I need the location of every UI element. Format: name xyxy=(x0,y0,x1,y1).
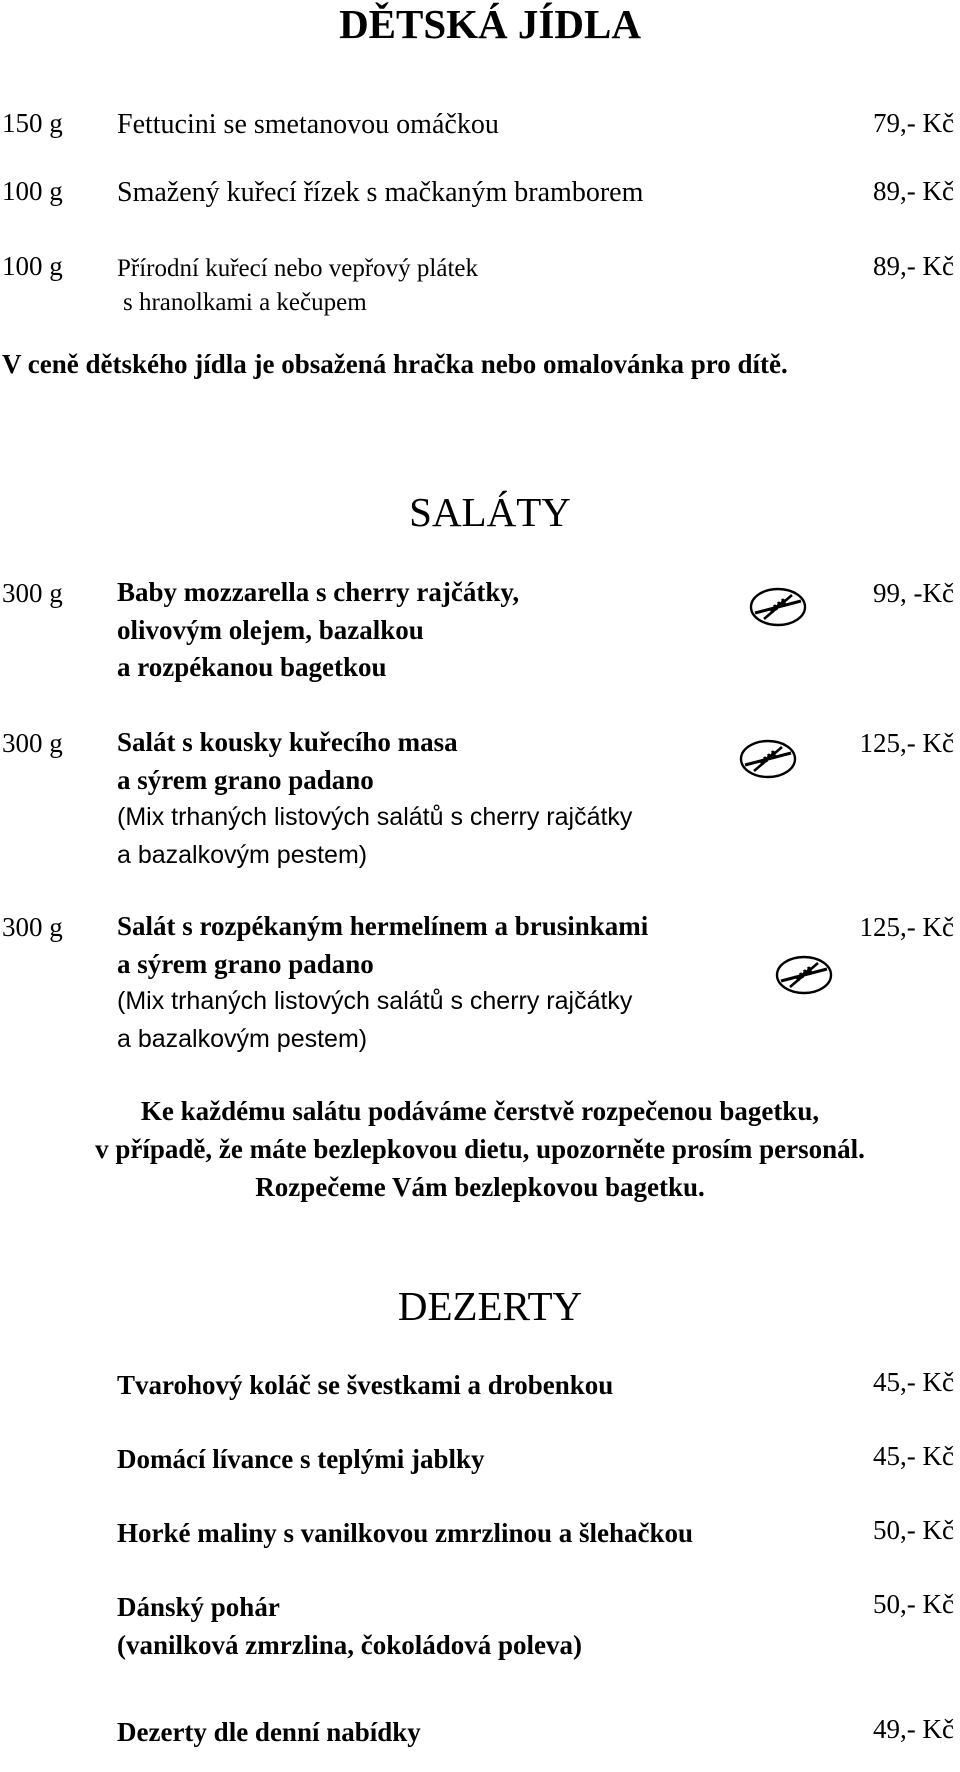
gluten-free-icon xyxy=(738,738,798,780)
item-name xyxy=(117,252,478,320)
item-price: 45,- Kč xyxy=(873,1367,954,1397)
item-line: Fettucini se smetanovou omáčkou xyxy=(117,109,499,140)
item-name xyxy=(117,574,519,687)
item-name xyxy=(117,724,632,874)
note-line: v případě, že máte bezlepkovou dietu, upozorněte prosím personál. xyxy=(95,1134,865,1164)
item-line: Horké maliny s vanilkovou zmrzlinou a šlehačkou xyxy=(117,1518,694,1548)
gluten-free-icon xyxy=(774,954,834,996)
section-title-kids: DĚTSKÁ JÍDLA xyxy=(339,1,641,47)
item-price: 99, -Kč xyxy=(873,578,954,608)
item-price: 50,- Kč xyxy=(873,1589,954,1619)
item-weight: 300 g xyxy=(2,578,63,608)
item-weight: 300 g xyxy=(2,912,63,942)
item-price: 89,- Kč xyxy=(873,176,954,206)
item-line: a sýrem grano padano xyxy=(117,948,374,979)
note-line: Ke každému salátu podáváme čerstvě rozpečenou bagetku, xyxy=(140,1096,820,1126)
item-line: Tvarohový koláč se švestkami a drobenkou xyxy=(117,1370,614,1400)
item-name xyxy=(117,1367,613,1405)
item-weight: 100 g xyxy=(2,176,63,206)
item-line: Salát s rozpékaným hermelínem a brusinkami xyxy=(117,911,649,941)
item-line: olivovým olejem, bazalkou xyxy=(117,614,424,645)
item-weight: 300 g xyxy=(2,728,63,758)
item-price: 45,- Kč xyxy=(873,1441,954,1471)
section-title-desserts: DEZERTY xyxy=(397,1283,583,1329)
kids-note: V ceně dětského jídla je obsažená hračka nebo omalovánka pro dítě. xyxy=(2,349,788,379)
item-weight: 150 g xyxy=(2,108,63,138)
item-line: a rozpékanou bagetkou xyxy=(117,652,387,682)
item-name xyxy=(117,1515,693,1553)
salads-note xyxy=(0,1092,960,1206)
item-price: 89,- Kč xyxy=(873,251,954,281)
item-line: (Mix trhaných listových salátů s cherry rajčátky xyxy=(117,803,633,831)
item-weight: 100 g xyxy=(2,251,63,281)
item-line: (Mix trhaných listových salátů s cherry rajčátky xyxy=(117,987,633,1015)
item-line: Domácí lívance s teplými jablky xyxy=(117,1444,485,1474)
item-line: (vanilková zmrzlina, čokoládová poleva) xyxy=(117,1629,582,1660)
item-price: 50,- Kč xyxy=(873,1515,954,1545)
item-line: a bazalkovým pestem) xyxy=(117,840,368,869)
item-name xyxy=(117,1441,484,1479)
item-line: Baby mozzarella s cherry rajčátky, xyxy=(117,577,520,607)
item-price: 49,- Kč xyxy=(873,1714,954,1744)
item-line: Smažený kuřecí řízek s mačkaným bramborem xyxy=(117,177,644,208)
item-price: 125,- Kč xyxy=(859,912,954,942)
item-price: 79,- Kč xyxy=(873,108,954,138)
item-line: Dezerty dle denní nabídky xyxy=(117,1717,421,1747)
item-price: 125,- Kč xyxy=(859,728,954,758)
item-name xyxy=(117,908,648,1058)
item-line: a bazalkovým pestem) xyxy=(117,1024,368,1053)
item-line: Přírodní kuřecí nebo vepřový plátek xyxy=(117,255,479,282)
gluten-free-icon xyxy=(748,586,808,628)
section-title-salads: SALÁTY xyxy=(409,489,571,535)
item-name xyxy=(117,1589,582,1664)
item-name xyxy=(117,1714,421,1752)
item-name xyxy=(117,106,499,144)
item-line: s hranolkami a kečupem xyxy=(123,289,367,316)
item-line: Salát s kousky kuřecího masa xyxy=(117,727,458,757)
item-line: Dánský pohár xyxy=(117,1592,280,1622)
note-line: Rozpečeme Vám bezlepkovou bagetku. xyxy=(255,1172,705,1202)
item-line: a sýrem grano padano xyxy=(117,764,374,795)
item-name xyxy=(117,174,643,212)
